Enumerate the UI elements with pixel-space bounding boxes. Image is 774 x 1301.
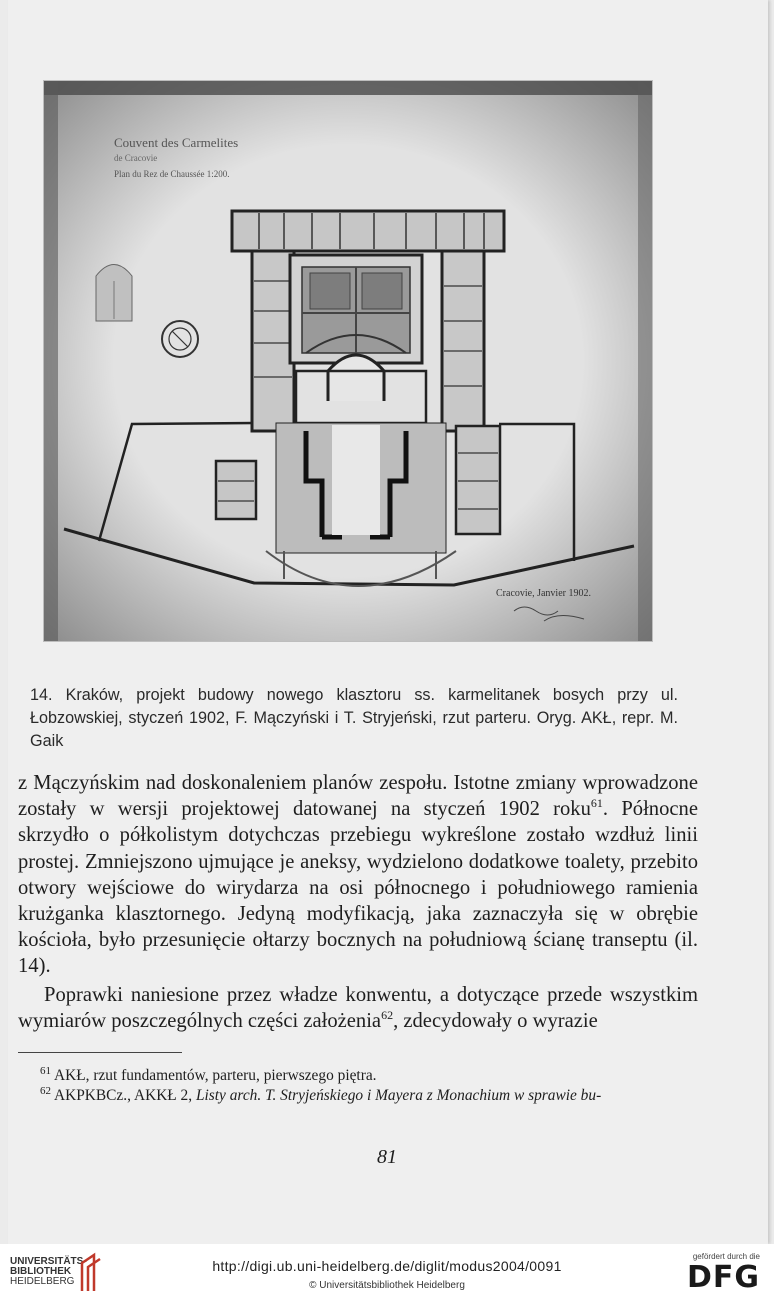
footnotes [40,1066,700,1106]
library-logo[interactable]: UNIVERSITÄTS- BIBLIOTHEK HEIDELBERG [10,1256,87,1287]
plan-title-line2: de Cracovie [114,153,158,163]
plan-title-line1: Couvent des Carmelites [114,135,239,150]
page-number: 81 [377,1146,397,1168]
paragraph-1: z Mączyńskim nad doskonaleniem planów zespołu. Istotne zmiany wprowadzone zostały w wersji projektowej datowanej na styczeń 1902 roku$^{61}$. Północne skrzydło o półkolistym dotychczas przebiegu wykreślone zostało wzdłuż linii prostej. Zmniejszono ujmujące je aneksy, wydzielono dodatkowe toalety, przebito otwory wejściowe do wirydarza na osi północnego i południowego ramienia krużganka klasztornego. Jedyną modyfikacją, jaka zaznaczyła się w obrębie kościoła, było przesunięcie ołtarzy bocznych na południową ścianę transeptu (il. 14). [18,772,698,978]
plan-title-line3: Plan du Rez de Chaussée 1:200. [114,169,230,179]
footnote-ref-62[interactable]: 62 [381,1007,394,1022]
dfg-funding-note: gefördert durch die [692,1252,760,1261]
dfg-logo[interactable]: DFG [686,1260,760,1295]
paragraph-2: Poprawki naniesione przez władze konwentu, a dotyczące przede wszystkim wymiarów poszczególnych części założenia$^{62}$, zdecydowały o wyrazie [18,983,698,1032]
copyright-notice: © Universitätsbibliothek Heidelberg [309,1280,465,1291]
source-url-link[interactable]: http://digi.ub.uni-heidelberg.de/diglit/modus2004/0091 [212,1258,562,1274]
footer-bar [0,1244,774,1301]
figure-caption: 14. Kraków, projekt budowy nowego klasztoru ss. karmelitanek bosych przy ul. Łobzowskiej, styczeń 1902, F. Mączyński i T. Stryjeński, rzut parteru. Oryg. AKŁ, repr. M. Gaik [30,686,678,750]
floor-plan-figure [43,80,653,642]
floor-plan-drawing [44,81,652,641]
body-text [18,770,698,1034]
footnote-62: $^{62}$ AKPKBCz., AKKŁ 2, Listy arch. T. Stryjeńskiego i Mayera z Monachium w sprawie bu- [40,1084,602,1104]
footnote-divider [18,1052,182,1053]
plan-date-label: Cracovie, Janvier 1902. [496,588,591,599]
footnote-61: $^{61}$ AKŁ, rzut fundamentów, parteru, pierwszego piętra. [40,1064,377,1084]
footnote-ref-61[interactable]: 61 [590,796,603,811]
